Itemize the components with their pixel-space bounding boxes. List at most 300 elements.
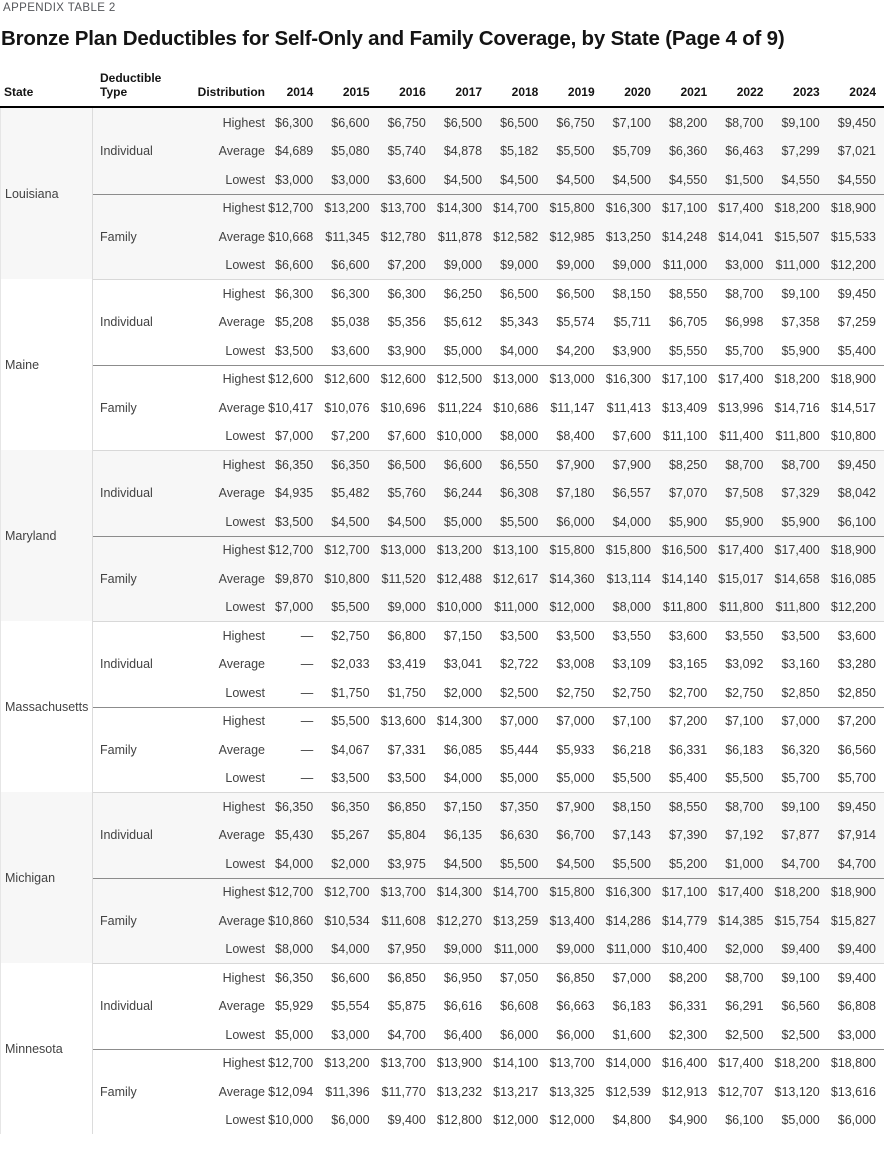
value-louisiana-individual-lowest-2016: $3,600	[387, 172, 426, 187]
value-michigan-family-average-2014: $10,860	[268, 913, 314, 928]
value-maryland-individual-lowest-2022: $5,900	[725, 514, 764, 529]
value-massachusetts-individual-average-2019: $3,008	[556, 657, 595, 672]
value-michigan-family-average-2024: $15,827	[830, 913, 876, 928]
value-louisiana-family-lowest-2017: $9,000	[443, 258, 483, 273]
value-minnesota-family-highest-2024: $18,800	[830, 1056, 876, 1071]
value-minnesota-family-average-2014: $12,094	[268, 1084, 314, 1099]
value-louisiana-family-average-2022: $14,041	[718, 229, 764, 244]
column-header-year-2019: 2019	[567, 85, 595, 100]
value-maryland-family-average-2016: $11,520	[381, 571, 426, 586]
value-maine-individual-highest-2024: $9,450	[837, 286, 876, 301]
value-maryland-family-lowest-2019: $12,000	[549, 600, 595, 615]
value-massachusetts-individual-average-2014: —	[300, 657, 314, 672]
value-minnesota-family-highest-2021: $16,400	[661, 1056, 708, 1071]
deductible-type-label-individual: Individual	[100, 828, 153, 843]
value-louisiana-individual-lowest-2020: $4,500	[612, 172, 651, 187]
value-minnesota-family-highest-2023: $18,200	[774, 1056, 820, 1071]
value-maine-family-average-2017: $11,224	[437, 400, 483, 415]
value-louisiana-individual-lowest-2021: $4,550	[668, 172, 708, 187]
value-louisiana-family-lowest-2022: $3,000	[725, 258, 764, 273]
value-maine-individual-lowest-2020: $3,900	[612, 343, 651, 358]
deductible-type-label-individual: Individual	[100, 486, 153, 501]
value-maine-family-highest-2019: $13,000	[549, 372, 595, 387]
value-minnesota-family-highest-2019: $13,700	[549, 1056, 595, 1071]
value-minnesota-family-lowest-2024: $6,000	[837, 1113, 876, 1128]
value-michigan-individual-lowest-2015: $2,000	[331, 856, 370, 871]
distribution-label: Highest	[222, 543, 265, 558]
value-michigan-individual-highest-2017: $7,150	[443, 799, 483, 814]
value-maryland-family-average-2022: $15,017	[718, 571, 764, 586]
value-michigan-family-lowest-2019: $9,000	[556, 942, 595, 957]
value-michigan-individual-highest-2022: $8,700	[725, 799, 764, 814]
value-maine-family-average-2018: $10,686	[493, 400, 539, 415]
value-maine-family-lowest-2022: $11,400	[719, 429, 764, 444]
state-name: Maryland	[1, 450, 93, 621]
column-header-year-2014: 2014	[286, 85, 314, 100]
value-minnesota-family-average-2023: $13,120	[774, 1084, 820, 1099]
value-michigan-family-highest-2015: $12,700	[324, 885, 370, 900]
value-louisiana-family-highest-2023: $18,200	[774, 201, 820, 216]
value-maryland-individual-lowest-2023: $5,900	[781, 514, 820, 529]
value-massachusetts-individual-lowest-2020: $2,750	[612, 685, 651, 700]
deductible-type-label-family: Family	[100, 742, 137, 757]
value-louisiana-family-lowest-2014: $6,600	[275, 258, 314, 273]
value-massachusetts-family-lowest-2022: $5,500	[725, 771, 764, 786]
value-massachusetts-individual-lowest-2023: $2,850	[781, 685, 820, 700]
value-maryland-family-highest-2014: $12,700	[268, 543, 314, 558]
distribution-label: Highest	[222, 970, 265, 985]
value-maine-family-highest-2017: $12,500	[436, 372, 483, 387]
value-maine-individual-highest-2019: $6,500	[556, 286, 595, 301]
value-minnesota-individual-average-2024: $6,808	[837, 999, 876, 1014]
value-maryland-individual-highest-2018: $6,550	[500, 457, 539, 472]
value-michigan-individual-lowest-2016: $3,975	[387, 856, 426, 871]
value-michigan-individual-lowest-2020: $5,500	[612, 856, 651, 871]
value-louisiana-family-average-2014: $10,668	[268, 229, 314, 244]
value-maine-individual-lowest-2021: $5,550	[668, 343, 708, 358]
value-maine-individual-average-2014: $5,208	[275, 315, 314, 330]
value-maine-individual-highest-2016: $6,300	[387, 286, 426, 301]
value-michigan-family-highest-2014: $12,700	[268, 885, 314, 900]
value-minnesota-family-lowest-2016: $9,400	[387, 1113, 426, 1128]
value-maryland-individual-average-2023: $7,329	[781, 486, 820, 501]
value-maryland-family-highest-2024: $18,900	[830, 543, 876, 558]
state-section-michigan	[1, 792, 884, 963]
value-maine-family-highest-2020: $16,300	[605, 372, 651, 387]
value-minnesota-individual-average-2015: $5,554	[331, 999, 370, 1014]
state-section-massachusetts	[1, 621, 884, 792]
distribution-label: Average	[218, 144, 265, 159]
value-michigan-family-highest-2021: $17,100	[661, 885, 708, 900]
value-maine-family-lowest-2014: $7,000	[275, 429, 314, 444]
value-minnesota-individual-average-2016: $5,875	[387, 999, 426, 1014]
value-louisiana-individual-highest-2023: $9,100	[781, 115, 820, 130]
value-maine-individual-lowest-2016: $3,900	[387, 343, 426, 358]
state-name: Louisiana	[1, 108, 93, 279]
value-michigan-family-highest-2016: $13,700	[380, 885, 426, 900]
value-maryland-family-highest-2017: $13,200	[436, 543, 483, 558]
deductible-type-label-family: Family	[100, 571, 137, 586]
column-header-year-2016: 2016	[399, 85, 426, 100]
value-michigan-family-lowest-2021: $10,400	[661, 942, 708, 957]
distribution-label: Highest	[222, 799, 265, 814]
value-maryland-individual-average-2019: $7,180	[556, 486, 595, 501]
value-maine-family-highest-2016: $12,600	[380, 372, 426, 387]
value-louisiana-individual-highest-2017: $6,500	[443, 115, 483, 130]
value-massachusetts-individual-lowest-2016: $1,750	[387, 685, 426, 700]
value-louisiana-individual-average-2021: $6,360	[668, 144, 708, 159]
value-minnesota-individual-average-2023: $6,560	[781, 999, 820, 1014]
value-maryland-individual-lowest-2020: $4,000	[612, 514, 651, 529]
value-minnesota-individual-highest-2022: $8,700	[725, 970, 764, 985]
value-maine-individual-lowest-2019: $4,200	[556, 343, 595, 358]
value-maine-individual-lowest-2022: $5,700	[725, 343, 764, 358]
column-header-year-2021: 2021	[680, 85, 708, 100]
value-maine-individual-lowest-2018: $4,000	[500, 343, 539, 358]
value-louisiana-individual-lowest-2022: $1,500	[725, 172, 764, 187]
distribution-label: Lowest	[225, 771, 265, 786]
value-michigan-family-highest-2019: $15,800	[549, 885, 595, 900]
value-massachusetts-family-highest-2018: $7,000	[500, 714, 539, 729]
value-louisiana-family-average-2016: $12,780	[380, 229, 426, 244]
value-maryland-family-average-2021: $14,140	[661, 571, 708, 586]
value-minnesota-family-highest-2014: $12,700	[268, 1056, 314, 1071]
value-louisiana-individual-average-2015: $5,080	[331, 144, 370, 159]
distribution-label: Highest	[222, 115, 265, 130]
value-louisiana-individual-highest-2015: $6,600	[331, 115, 370, 130]
value-minnesota-individual-average-2018: $6,608	[500, 999, 539, 1014]
value-minnesota-individual-highest-2023: $9,100	[781, 970, 820, 985]
value-minnesota-family-average-2017: $13,232	[436, 1084, 483, 1099]
value-massachusetts-family-average-2014: —	[300, 742, 314, 757]
column-header-year-2022: 2022	[736, 85, 764, 100]
value-louisiana-family-lowest-2019: $9,000	[556, 258, 595, 273]
value-massachusetts-family-highest-2019: $7,000	[556, 714, 595, 729]
value-minnesota-individual-highest-2017: $6,950	[443, 970, 483, 985]
value-michigan-individual-average-2022: $7,192	[725, 828, 764, 843]
value-maryland-family-highest-2018: $13,100	[493, 543, 539, 558]
value-minnesota-family-average-2021: $12,913	[661, 1084, 708, 1099]
value-michigan-individual-highest-2024: $9,450	[837, 799, 876, 814]
value-massachusetts-family-highest-2022: $7,100	[725, 714, 764, 729]
value-michigan-individual-highest-2020: $8,150	[612, 799, 651, 814]
value-massachusetts-individual-average-2023: $3,160	[781, 657, 820, 672]
value-massachusetts-family-highest-2021: $7,200	[668, 714, 708, 729]
value-minnesota-family-lowest-2019: $12,000	[549, 1113, 595, 1128]
value-louisiana-family-average-2018: $12,582	[493, 229, 539, 244]
value-michigan-family-lowest-2022: $2,000	[725, 942, 764, 957]
value-maryland-individual-average-2014: $4,935	[275, 486, 314, 501]
value-maine-family-average-2016: $10,696	[380, 400, 426, 415]
value-michigan-individual-highest-2023: $9,100	[781, 799, 820, 814]
value-minnesota-individual-highest-2019: $6,850	[556, 970, 595, 985]
value-massachusetts-family-highest-2014: —	[300, 714, 314, 729]
value-maryland-family-highest-2022: $17,400	[718, 543, 764, 558]
value-maryland-individual-highest-2021: $8,250	[668, 457, 708, 472]
value-louisiana-family-lowest-2018: $9,000	[500, 258, 539, 273]
value-massachusetts-individual-lowest-2022: $2,750	[725, 685, 764, 700]
value-minnesota-individual-lowest-2017: $6,400	[443, 1027, 483, 1042]
value-louisiana-family-highest-2015: $13,200	[324, 201, 370, 216]
value-michigan-individual-highest-2018: $7,350	[500, 799, 539, 814]
value-maine-family-highest-2021: $17,100	[661, 372, 708, 387]
value-maine-individual-average-2018: $5,343	[500, 315, 539, 330]
value-louisiana-individual-lowest-2017: $4,500	[443, 172, 483, 187]
value-maryland-individual-lowest-2018: $5,500	[500, 514, 539, 529]
individual-family-divider	[93, 707, 884, 708]
value-michigan-individual-average-2020: $7,143	[612, 828, 651, 843]
distribution-label: Lowest	[225, 1027, 265, 1042]
value-massachusetts-individual-highest-2020: $3,550	[612, 628, 651, 643]
value-louisiana-individual-average-2023: $7,299	[781, 144, 820, 159]
value-louisiana-family-lowest-2016: $7,200	[387, 258, 426, 273]
value-massachusetts-individual-average-2017: $3,041	[443, 657, 483, 672]
value-michigan-individual-lowest-2022: $1,000	[725, 856, 764, 871]
value-massachusetts-individual-average-2020: $3,109	[612, 657, 651, 672]
value-maryland-family-average-2024: $16,085	[830, 571, 876, 586]
value-minnesota-individual-lowest-2021: $2,300	[668, 1027, 708, 1042]
value-maryland-individual-highest-2014: $6,350	[275, 457, 314, 472]
distribution-label: Highest	[222, 885, 265, 900]
value-louisiana-family-lowest-2020: $9,000	[612, 258, 651, 273]
value-minnesota-family-lowest-2023: $5,000	[781, 1113, 820, 1128]
value-maine-family-highest-2023: $18,200	[774, 372, 820, 387]
value-minnesota-individual-lowest-2024: $3,000	[837, 1027, 876, 1042]
distribution-label: Lowest	[225, 514, 265, 529]
distribution-label: Average	[218, 999, 265, 1014]
column-header-distribution: Distribution	[197, 85, 265, 100]
value-louisiana-individual-highest-2024: $9,450	[837, 115, 876, 130]
value-maryland-family-lowest-2016: $9,000	[387, 600, 426, 615]
value-michigan-family-lowest-2016: $7,950	[387, 942, 426, 957]
value-louisiana-family-average-2019: $12,985	[549, 229, 595, 244]
distribution-label: Lowest	[225, 1113, 265, 1128]
value-michigan-family-average-2016: $11,608	[381, 913, 426, 928]
value-louisiana-individual-lowest-2024: $4,550	[837, 172, 876, 187]
value-maine-family-lowest-2024: $10,800	[830, 429, 876, 444]
distribution-label: Average	[218, 571, 265, 586]
value-minnesota-family-lowest-2015: $6,000	[331, 1113, 370, 1128]
value-maine-family-lowest-2019: $8,400	[556, 429, 595, 444]
value-louisiana-individual-lowest-2015: $3,000	[331, 172, 370, 187]
value-massachusetts-individual-lowest-2019: $2,750	[556, 685, 595, 700]
value-louisiana-family-highest-2020: $16,300	[605, 201, 651, 216]
value-minnesota-individual-average-2014: $5,929	[275, 999, 314, 1014]
value-minnesota-individual-lowest-2014: $5,000	[275, 1027, 314, 1042]
distribution-label: Average	[218, 315, 265, 330]
value-louisiana-individual-highest-2019: $6,750	[556, 115, 595, 130]
value-maine-family-average-2014: $10,417	[268, 400, 314, 415]
value-michigan-family-average-2023: $15,754	[774, 913, 820, 928]
value-louisiana-family-highest-2018: $14,700	[493, 201, 539, 216]
value-michigan-family-average-2022: $14,385	[718, 913, 764, 928]
value-massachusetts-individual-highest-2016: $6,800	[387, 628, 426, 643]
column-header-year-2017: 2017	[455, 85, 483, 100]
distribution-label: Highest	[222, 372, 265, 387]
value-maine-family-lowest-2020: $7,600	[612, 429, 651, 444]
distribution-label: Average	[218, 913, 265, 928]
distribution-label: Average	[218, 400, 265, 415]
value-louisiana-individual-average-2020: $5,709	[612, 144, 651, 159]
value-michigan-individual-average-2021: $7,390	[668, 828, 708, 843]
distribution-label: Highest	[222, 457, 265, 472]
value-maryland-family-lowest-2022: $11,800	[719, 600, 764, 615]
value-louisiana-individual-lowest-2023: $4,550	[781, 172, 820, 187]
value-maryland-individual-highest-2019: $7,900	[556, 457, 595, 472]
value-maine-family-highest-2022: $17,400	[718, 372, 764, 387]
appendix-label: APPENDIX TABLE 2	[3, 2, 116, 14]
value-maryland-family-lowest-2023: $11,800	[775, 600, 820, 615]
deductible-type-label-individual: Individual	[100, 999, 153, 1014]
value-louisiana-family-average-2017: $11,878	[437, 229, 483, 244]
column-header-year-2023: 2023	[793, 85, 820, 100]
value-maine-family-average-2020: $11,413	[606, 400, 651, 415]
value-maryland-individual-average-2016: $5,760	[387, 486, 426, 501]
individual-family-divider	[93, 536, 884, 537]
value-louisiana-family-average-2023: $15,507	[774, 229, 820, 244]
value-maryland-family-highest-2023: $17,400	[774, 543, 820, 558]
value-maryland-family-average-2018: $12,617	[493, 571, 539, 586]
value-massachusetts-family-lowest-2024: $5,700	[837, 771, 876, 786]
table-body	[0, 108, 884, 1134]
value-minnesota-individual-lowest-2016: $4,700	[387, 1027, 426, 1042]
value-michigan-family-lowest-2017: $9,000	[443, 942, 483, 957]
value-minnesota-family-average-2016: $11,770	[381, 1084, 426, 1099]
value-massachusetts-family-lowest-2014: —	[300, 771, 314, 786]
value-maryland-family-highest-2021: $16,500	[661, 543, 708, 558]
value-maine-family-lowest-2017: $10,000	[436, 429, 483, 444]
value-maryland-individual-lowest-2024: $6,100	[837, 514, 876, 529]
column-header-year-2024: 2024	[849, 85, 876, 100]
value-maryland-individual-lowest-2016: $4,500	[387, 514, 426, 529]
value-minnesota-family-highest-2016: $13,700	[380, 1056, 426, 1071]
value-maine-family-average-2021: $13,409	[661, 400, 708, 415]
individual-family-divider	[93, 194, 884, 195]
value-louisiana-individual-average-2016: $5,740	[387, 144, 426, 159]
deductible-type-label-individual: Individual	[100, 657, 153, 672]
distribution-label: Highest	[222, 286, 265, 301]
value-maine-individual-highest-2017: $6,250	[443, 286, 483, 301]
value-louisiana-individual-average-2018: $5,182	[500, 144, 539, 159]
value-louisiana-family-lowest-2015: $6,600	[331, 258, 370, 273]
value-maryland-individual-lowest-2015: $4,500	[331, 514, 370, 529]
value-maine-individual-average-2016: $5,356	[387, 315, 426, 330]
distribution-label: Lowest	[225, 942, 265, 957]
value-massachusetts-individual-lowest-2014: —	[300, 685, 314, 700]
value-minnesota-individual-highest-2020: $7,000	[612, 970, 651, 985]
value-maryland-family-highest-2015: $12,700	[324, 543, 370, 558]
value-maine-family-lowest-2018: $8,000	[500, 429, 539, 444]
value-michigan-individual-average-2014: $5,430	[275, 828, 314, 843]
value-maryland-family-lowest-2024: $12,200	[830, 600, 876, 615]
distribution-label: Lowest	[225, 685, 265, 700]
value-maryland-individual-highest-2023: $8,700	[781, 457, 820, 472]
value-michigan-family-lowest-2018: $11,000	[494, 942, 539, 957]
value-minnesota-individual-lowest-2015: $3,000	[331, 1027, 370, 1042]
value-michigan-individual-lowest-2024: $4,700	[837, 856, 876, 871]
value-michigan-family-average-2020: $14,286	[605, 913, 651, 928]
value-michigan-individual-highest-2021: $8,550	[668, 799, 708, 814]
value-maryland-individual-highest-2015: $6,350	[331, 457, 370, 472]
distribution-label: Average	[218, 229, 265, 244]
state-section-maine	[1, 279, 884, 450]
value-maine-individual-average-2019: $5,574	[556, 315, 595, 330]
value-maine-individual-highest-2014: $6,300	[275, 286, 314, 301]
value-massachusetts-individual-average-2016: $3,419	[387, 657, 426, 672]
value-maryland-family-highest-2019: $15,800	[549, 543, 595, 558]
value-michigan-family-lowest-2015: $4,000	[331, 942, 370, 957]
page-title: Bronze Plan Deductibles for Self-Only and Family Coverage, by State (Page 4 of 9)	[1, 27, 785, 50]
value-minnesota-family-highest-2018: $14,100	[493, 1056, 539, 1071]
value-maine-individual-highest-2020: $8,150	[612, 286, 651, 301]
value-louisiana-individual-average-2022: $6,463	[725, 144, 764, 159]
value-massachusetts-individual-lowest-2017: $2,000	[443, 685, 483, 700]
value-maryland-family-highest-2020: $15,800	[605, 543, 651, 558]
column-header-year-2020: 2020	[624, 85, 651, 100]
value-maine-individual-average-2017: $5,612	[443, 315, 483, 330]
value-massachusetts-family-highest-2023: $7,000	[781, 714, 820, 729]
value-maine-individual-average-2020: $5,711	[613, 315, 651, 330]
value-maryland-individual-average-2015: $5,482	[331, 486, 370, 501]
value-massachusetts-family-lowest-2020: $5,500	[612, 771, 651, 786]
value-louisiana-family-average-2024: $15,533	[830, 229, 876, 244]
value-minnesota-individual-average-2017: $6,616	[443, 999, 483, 1014]
individual-family-divider	[93, 1049, 884, 1050]
value-maryland-individual-highest-2016: $6,500	[387, 457, 426, 472]
value-massachusetts-family-lowest-2016: $3,500	[387, 771, 426, 786]
value-louisiana-individual-highest-2018: $6,500	[500, 115, 539, 130]
value-massachusetts-individual-average-2024: $3,280	[837, 657, 876, 672]
value-minnesota-family-lowest-2018: $12,000	[493, 1113, 539, 1128]
state-name: Massachusetts	[1, 621, 93, 792]
value-maryland-individual-highest-2017: $6,600	[443, 457, 483, 472]
value-massachusetts-family-lowest-2018: $5,000	[500, 771, 539, 786]
table-header-row	[0, 71, 884, 108]
value-massachusetts-family-lowest-2023: $5,700	[781, 771, 820, 786]
value-minnesota-family-lowest-2014: $10,000	[268, 1113, 314, 1128]
deductible-type-label-individual: Individual	[100, 144, 153, 159]
value-louisiana-family-average-2021: $14,248	[661, 229, 708, 244]
value-maine-individual-lowest-2014: $3,500	[275, 343, 314, 358]
value-michigan-individual-lowest-2018: $5,500	[500, 856, 539, 871]
value-minnesota-family-highest-2015: $13,200	[324, 1056, 370, 1071]
value-massachusetts-individual-highest-2017: $7,150	[443, 628, 483, 643]
deductible-type-label-family: Family	[100, 913, 137, 928]
value-maryland-individual-average-2022: $7,508	[725, 486, 764, 501]
value-minnesota-family-highest-2017: $13,900	[436, 1056, 483, 1071]
value-michigan-individual-highest-2019: $7,900	[556, 799, 595, 814]
value-louisiana-family-highest-2016: $13,700	[380, 201, 426, 216]
value-maryland-individual-highest-2020: $7,900	[612, 457, 651, 472]
value-louisiana-family-lowest-2024: $12,200	[830, 258, 876, 273]
column-header-state: State	[4, 85, 34, 100]
value-maine-family-highest-2015: $12,600	[324, 372, 370, 387]
value-massachusetts-family-highest-2015: $5,500	[331, 714, 370, 729]
value-michigan-family-lowest-2024: $9,400	[837, 942, 876, 957]
value-maine-individual-lowest-2017: $5,000	[443, 343, 483, 358]
state-section-maryland	[1, 450, 884, 621]
value-michigan-individual-average-2019: $6,700	[556, 828, 595, 843]
value-minnesota-family-lowest-2021: $4,900	[668, 1113, 708, 1128]
value-maryland-individual-lowest-2021: $5,900	[668, 514, 708, 529]
distribution-label: Lowest	[225, 343, 265, 358]
deductible-type-label-family: Family	[100, 229, 137, 244]
value-michigan-individual-lowest-2014: $4,000	[275, 856, 314, 871]
value-massachusetts-individual-highest-2014: —	[300, 628, 314, 643]
value-michigan-family-average-2019: $13,400	[549, 913, 595, 928]
value-louisiana-individual-average-2014: $4,689	[275, 144, 314, 159]
value-michigan-family-highest-2018: $14,700	[493, 885, 539, 900]
